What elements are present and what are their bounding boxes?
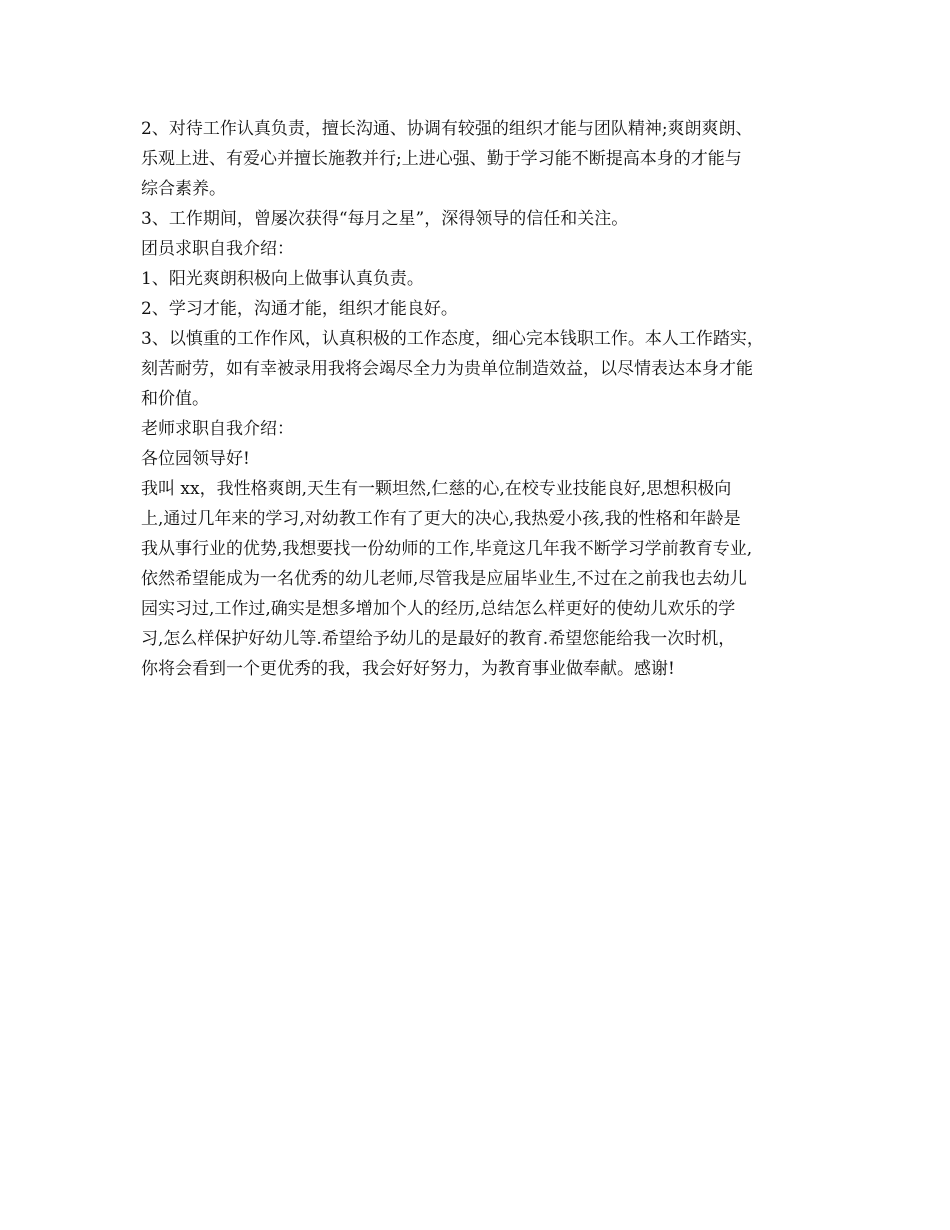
text-line-19: 你将会看到一个更优秀的我，我会好好努力，为教育事业做奉献。感谢! [141, 659, 675, 679]
text-line-1: 2、对待工作认真负责，擅长沟通、协调有较强的组织才能与团队精神;爽朗爽朗、 [141, 119, 753, 139]
text-line-2: 乐观上进、有爱心并擅长施教并行;上进心强、勤于学习能不断提高本身的才能与 [141, 149, 742, 169]
document-body [141, 114, 831, 684]
text-line-4: 3、工作期间，曾屡次获得“每月之星”，深得领导的信任和关注。 [141, 209, 629, 229]
section-heading-league-member: 团员求职自我介绍： [141, 239, 294, 259]
text-line-15: 我从事行业的优势,我想要找一份幼师的工作,毕竟这几年我不断学习学前教育专业, [141, 539, 753, 559]
text-line-8: 3、以慎重的工作作风，认真积极的工作态度，细心完本钱职工作。本人工作踏实， [141, 329, 764, 349]
text-line-6: 1、阳光爽朗积极向上做事认真负责。 [141, 269, 424, 289]
text-line-14: 上,通过几年来的学习,对幼教工作有了更大的决心,我热爱小孩,我的性格和年龄是 [141, 509, 741, 529]
text-line-18: 习,怎么样保护好幼儿等.希望给予幼儿的是最好的教育.希望您能给我一次时机， [141, 629, 736, 649]
text-line-10: 和价值。 [141, 389, 209, 409]
text-line-17: 园实习过,工作过,确实是想多增加个人的经历,总结怎么样更好的使幼儿欢乐的学 [141, 599, 736, 619]
text-line-13: 我叫 xx，我性格爽朗,天生有一颗坦然,仁慈的心,在校专业技能良好,思想积极向 [141, 479, 732, 499]
text-line-16: 依然希望能成为一名优秀的幼儿老师,尽管我是应届毕业生,不过在之前我也去幼儿 [141, 569, 747, 589]
text-line-7: 2、学习才能，沟通才能，组织才能良好。 [141, 299, 458, 319]
text-line-3: 综合素养。 [141, 179, 226, 199]
text-line-9: 刻苦耐劳，如有幸被录用我将会竭尽全力为贵单位制造效益，以尽情表达本身才能 [141, 359, 753, 379]
section-heading-teacher: 老师求职自我介绍： [141, 419, 294, 439]
greeting-line: 各位园领导好! [141, 449, 250, 469]
